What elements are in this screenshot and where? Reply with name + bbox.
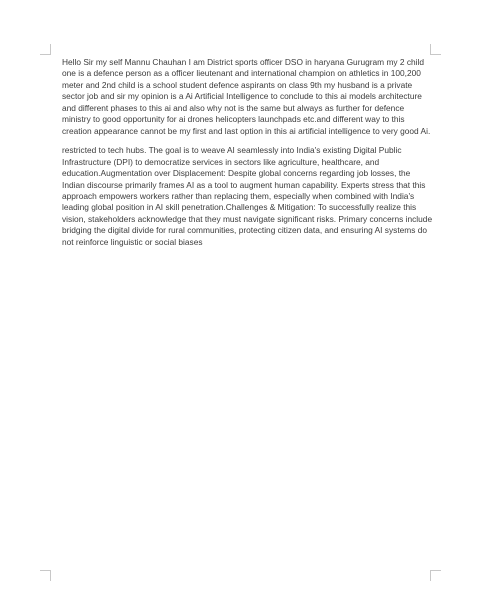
page-corner-top-right [430, 44, 441, 55]
document-body[interactable] [62, 57, 434, 256]
paragraph-1[interactable]: Hello Sir my self Mannu Chauhan I am District sports officer DSO in haryana Gurugram my 2 child one is a defence person as a officer lieutenant and international champion on athletics in 100,200 meter and 2nd child is a school student defence aspirants on class 9th my husband is a private sector job and sir my opinion is a Ai Artificial Intelligence to conclude to this ai models architecture and different phases to this ai and also why not is the same but always as further for defence ministry to good opportunity for ai drones helicopters launchpads etc.and different way to this creation appearance cannot be my first and last option in this ai artificial intelligence to very good Ai. [62, 57, 431, 136]
page-corner-bottom-left [40, 570, 51, 581]
paragraph-2[interactable]: restricted to tech hubs. The goal is to weave AI seamlessly into India's existing Digital Public Infrastructure (DPI) to democratize services in sectors like agriculture, healthcare, and education.Augmentation over Displacement: Despite global concerns regarding job losses, the Indian discourse primarily frames AI as a tool to augment human capability. Experts stress that this approach empowers workers rather than replacing them, especially when combined with India's leading global position in AI skill penetration.Challenges & Mitigation: To successfully realize this vision, stakeholders acknowledge that they must navigate significant risks. Primary concerns include bridging the digital divide for rural communities, protecting citizen data, and ensuring AI systems do not reinforce linguistic or social biases [62, 145, 433, 247]
page-corner-top-left [40, 44, 51, 55]
page-corner-bottom-right [430, 570, 441, 581]
